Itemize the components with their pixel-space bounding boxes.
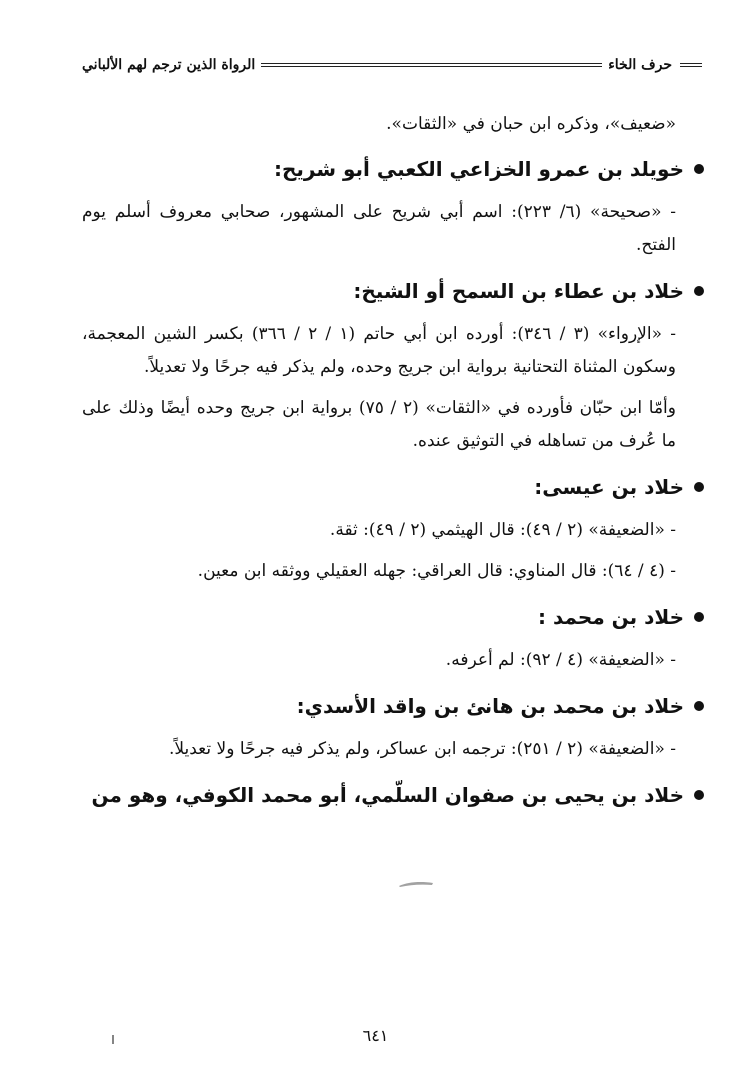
header-section: حرف الخاء <box>608 57 672 73</box>
running-header <box>82 52 702 78</box>
header-rule-short <box>680 63 702 67</box>
entry-heading-text: خويلد بن عمرو الخزاعي الكعبي أبو شريح: <box>274 157 684 181</box>
entry-paragraph: - «الضعيفة» (٤ / ٩٢): لم أعرفه. <box>445 650 676 670</box>
bullet-icon <box>694 482 704 492</box>
entry-heading <box>82 470 704 504</box>
bullet-icon <box>694 164 704 174</box>
page-number: ٦٤١ <box>362 1026 389 1045</box>
entry-heading <box>82 778 704 812</box>
entry-paragraph: - (٤ / ٦٤): قال المناوي: قال العراقي: جهله العقيلي ووثقه ابن معين. <box>197 561 676 581</box>
bullet-icon <box>694 286 704 296</box>
scan-smudge-icon <box>398 880 434 888</box>
bullet-icon <box>694 701 704 711</box>
header-rule-long <box>261 63 602 67</box>
bullet-icon <box>694 790 704 800</box>
entry-heading-text: خلاد بن يحيى بن صفوان السلّمي، أبو محمد الكوفي، وهو من <box>91 783 684 807</box>
entry-paragraph: - «الضعيفة» (٢ / ٢٥١): ترجمه ابن عساكر، ولم يذكر فيه جرحًا ولا تعديلاً. <box>168 739 676 759</box>
header-book-title: الرواة الذين ترجم لهم الألباني <box>82 57 256 73</box>
entry-paragraph: - «صحيحة» (٦/ ٢٢٣): اسم أبي شريح على المشهور، صحابي معروف أسلم يوم الفتح. <box>82 202 676 255</box>
entry-heading <box>82 689 704 723</box>
page-body <box>82 108 704 822</box>
entry-paragraph: - «الضعيفة» (٢ / ٤٩): قال الهيثمي (٢ / ٤٩): ثقة. <box>329 520 676 540</box>
continuation-line: «ضعيف»، وذكره ابن حبان في «الثقات». <box>386 114 676 134</box>
bullet-icon <box>694 612 704 622</box>
entry-heading-text: خلاد بن عطاء بن السمح أو الشيخ: <box>353 279 684 303</box>
entry-heading <box>82 600 704 634</box>
entry-paragraph: وأمّا ابن حبّان فأورده في «الثقات» (٢ / ٧٥) برواية ابن جريج وحده أيضًا وذلك على ما عُرف من تساهله في التوثيق عنده. <box>82 398 676 451</box>
entry-heading-text: خلاد بن محمد : <box>537 605 684 629</box>
entry-heading <box>82 152 704 186</box>
entry-heading-text: خلاد بن محمد بن هانئ بن واقد الأسدي: <box>296 694 684 718</box>
entry-paragraph: - «الإرواء» (٣ / ٣٤٦): أورده ابن أبي حاتم (١ / ٢ / ٣٦٦) بكسر الشين المعجمة، وسكون المثناة التحتانية برواية ابن جريج وحده، ولم يذكر فيه جرحًا ولا تعديلاً. <box>82 324 676 377</box>
entry-heading <box>82 274 704 308</box>
entry-heading-text: خلاد بن عيسى: <box>534 475 684 499</box>
